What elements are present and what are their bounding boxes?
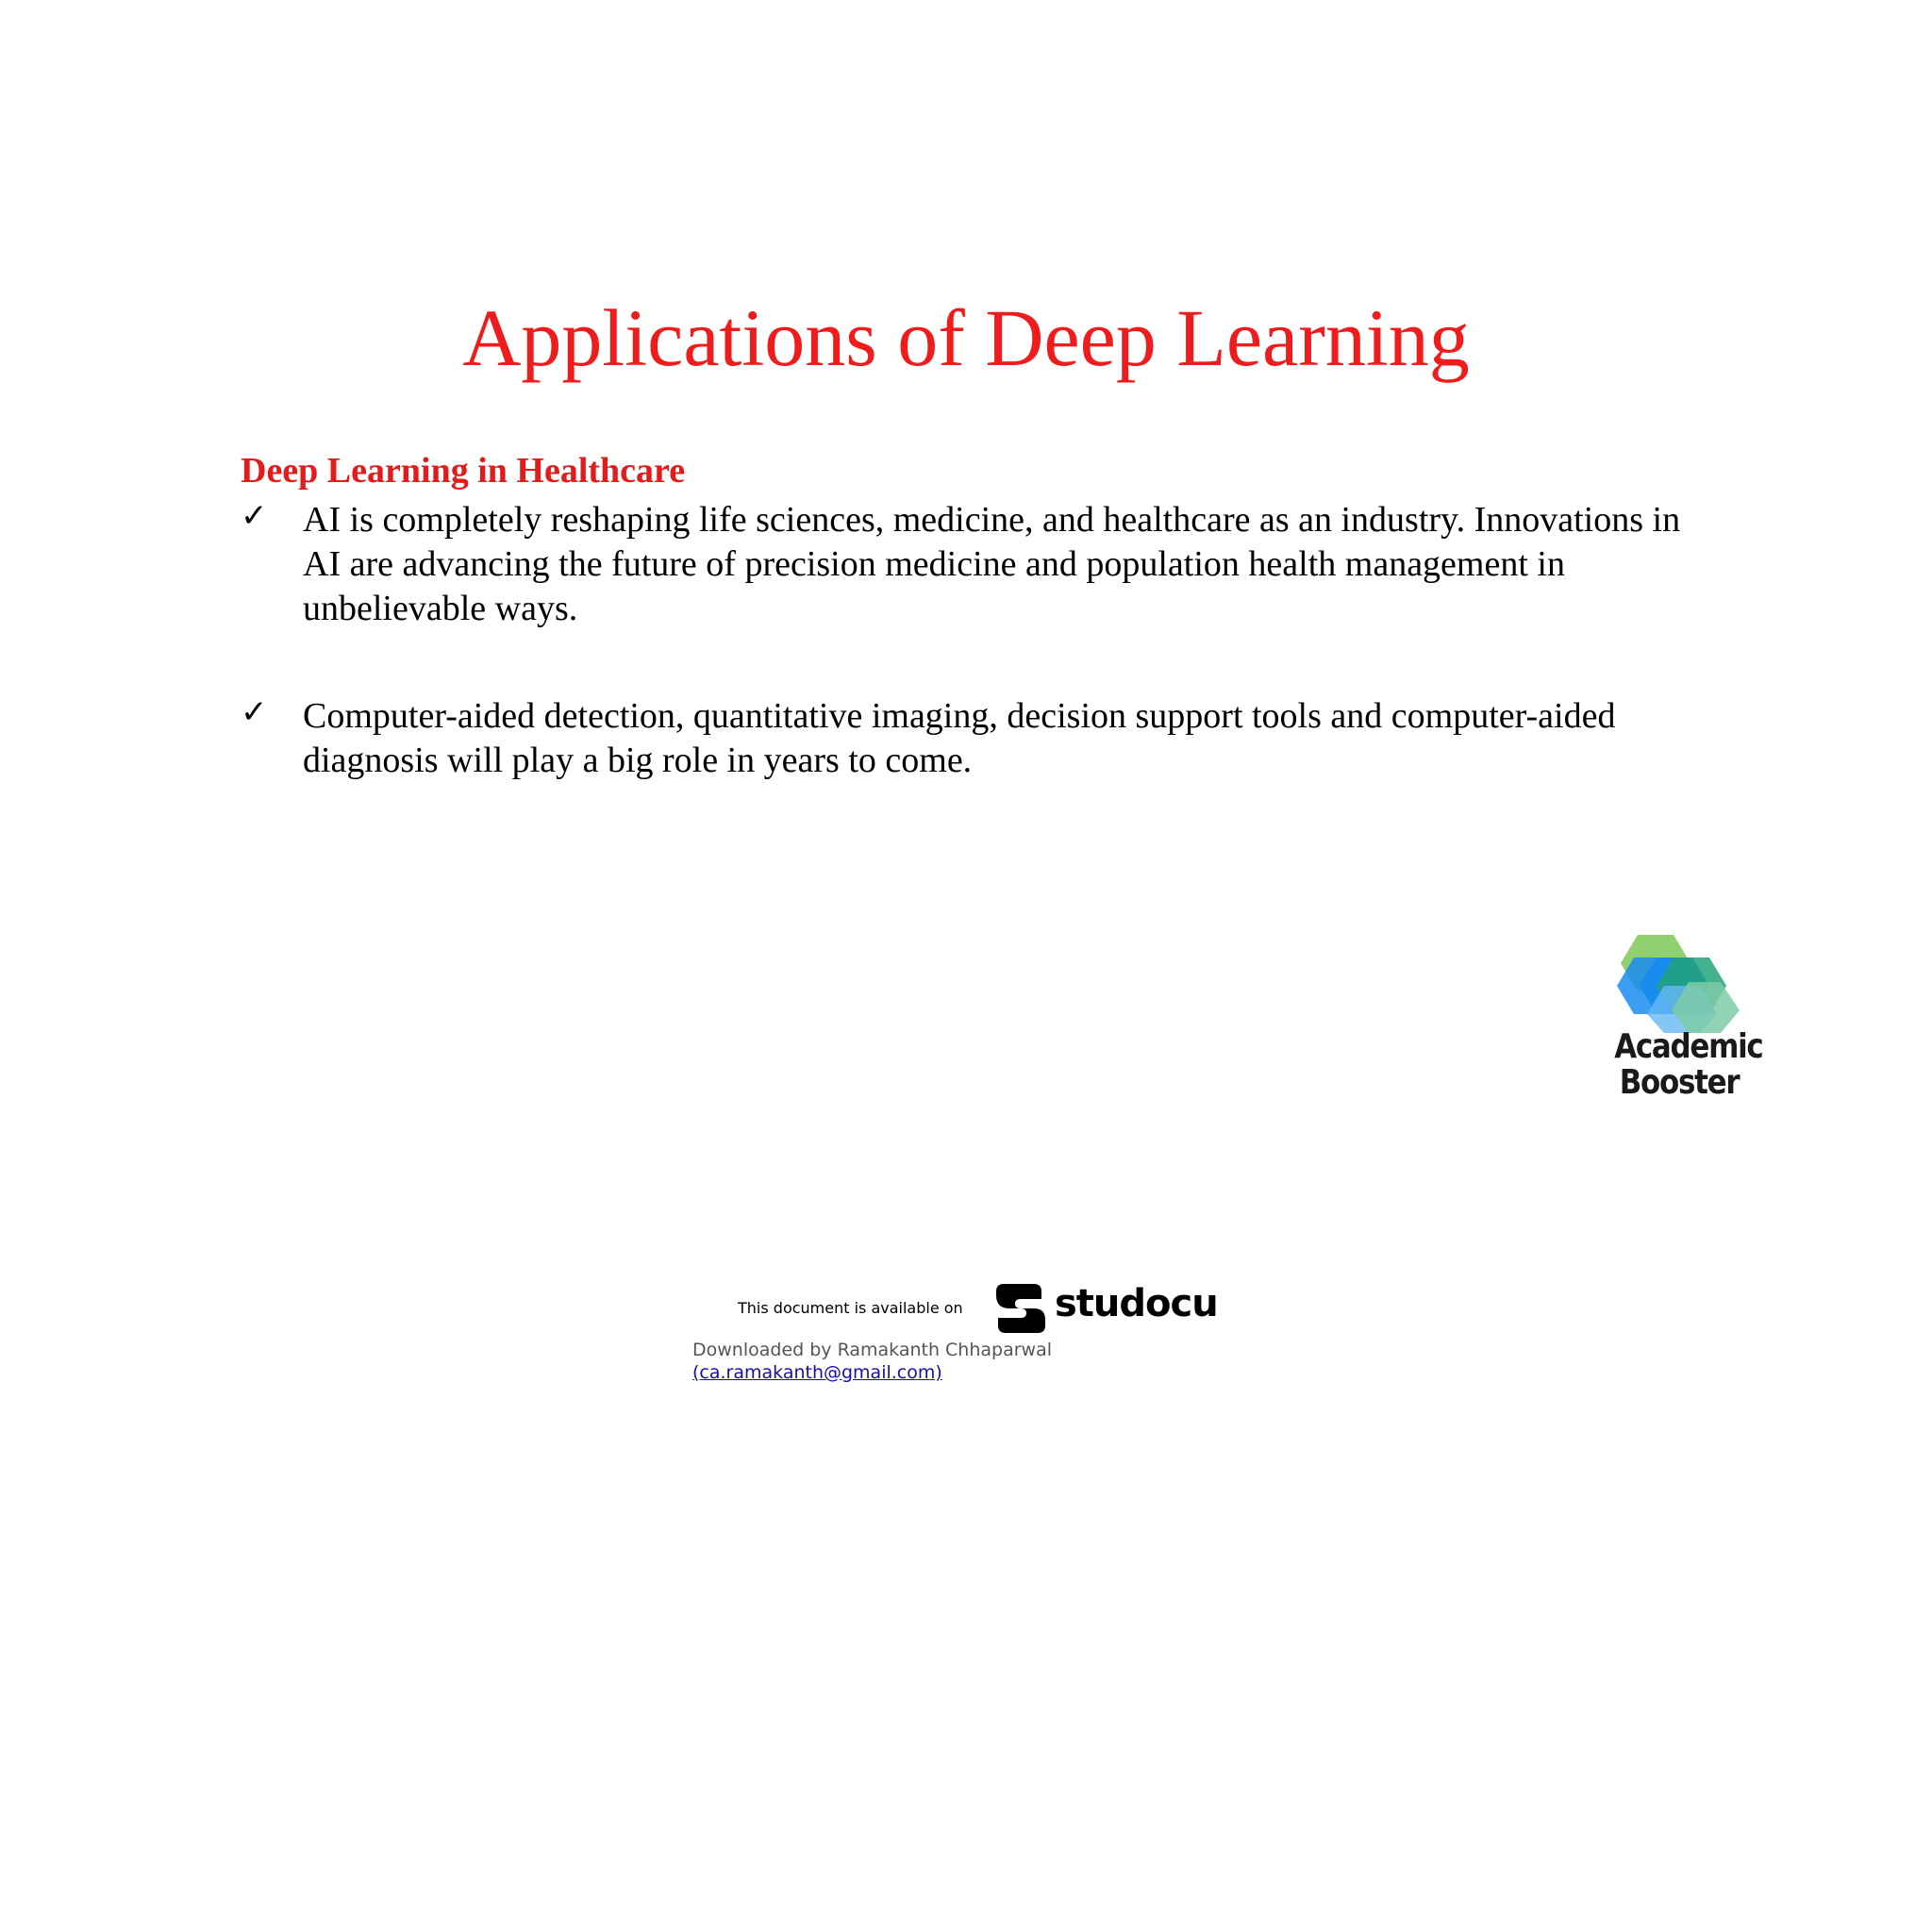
bullet-item [241, 498, 1693, 631]
brand-name-line1: Academic [1614, 1027, 1763, 1066]
bullet-item [241, 694, 1693, 783]
section-heading: Deep Learning in Healthcare [241, 451, 686, 491]
availability-note: This document is available on [738, 1299, 963, 1317]
hexagon-logo-icon [1615, 929, 1743, 1033]
bullet-text: Computer-aided detection, quantitative imaging, decision support tools and computer-aided diagnosis will play a big role in years to come. [303, 696, 1616, 780]
studocu-mark-icon [992, 1280, 1049, 1335]
downloaded-by: Downloaded by Ramakanth Chhaparwal [692, 1340, 1053, 1360]
check-mark-icon: ✓ [241, 497, 268, 535]
brand-name [1614, 1027, 1763, 1102]
document-footer [692, 1278, 1277, 1391]
email-link[interactable]: (ca.ramakanth@gmail.com) [692, 1362, 942, 1383]
page-title: Applications of Deep Learning [462, 292, 1470, 383]
check-mark-icon: ✓ [241, 693, 268, 731]
studocu-logo[interactable] [992, 1278, 1219, 1335]
studocu-wordmark: studocu [1055, 1282, 1218, 1325]
bullet-text: AI is completely reshaping life sciences, medicine, and healthcare as an industry. Innovations in AI are advancing the future of precision medicine and population health management in unbelievable ways. [303, 500, 1681, 628]
brand-name-line2: Booster [1619, 1063, 1740, 1102]
academic-booster-logo [1604, 929, 1763, 1118]
